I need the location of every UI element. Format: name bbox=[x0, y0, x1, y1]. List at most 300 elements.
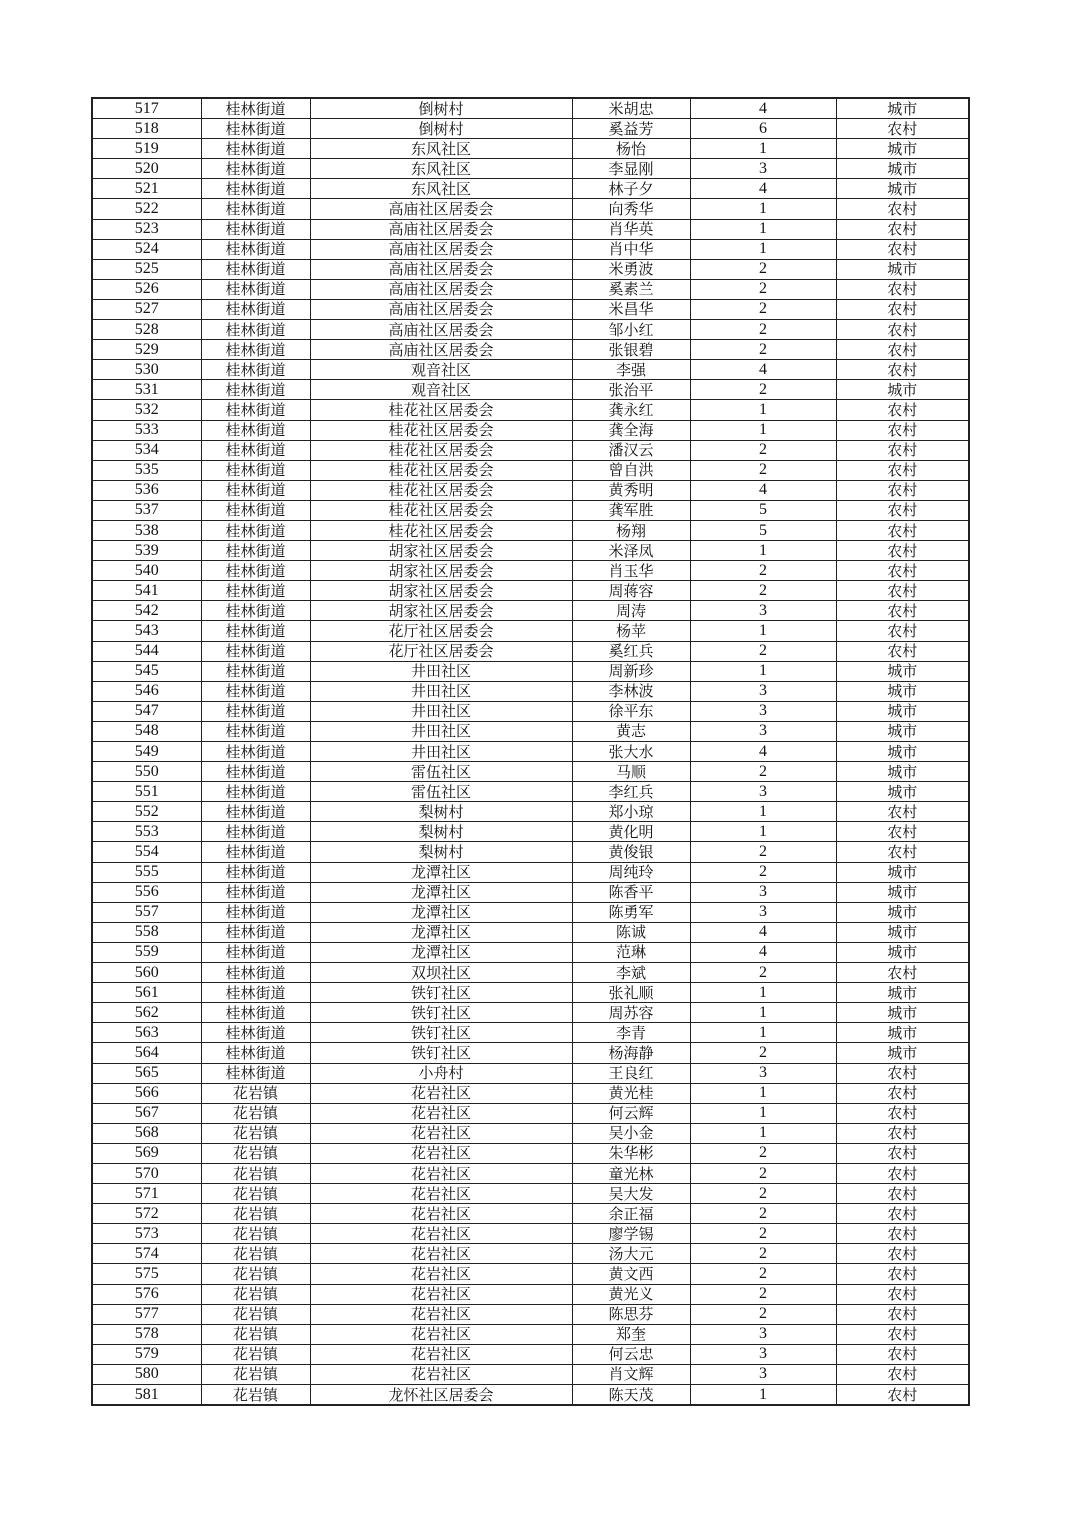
count-cell: 2 bbox=[690, 963, 836, 983]
index-cell: 580 bbox=[92, 1364, 201, 1384]
name-cell: 陈天茂 bbox=[572, 1385, 690, 1406]
street-cell: 桂林街道 bbox=[201, 762, 310, 782]
street-cell: 桂林街道 bbox=[201, 1003, 310, 1023]
street-cell: 桂林街道 bbox=[201, 782, 310, 802]
type-cell: 城市 bbox=[836, 681, 969, 701]
index-cell: 518 bbox=[92, 119, 201, 139]
index-cell: 519 bbox=[92, 139, 201, 159]
street-cell: 桂林街道 bbox=[201, 179, 310, 199]
count-cell: 3 bbox=[690, 159, 836, 179]
name-cell: 米勇波 bbox=[572, 259, 690, 279]
table-row bbox=[92, 1244, 969, 1264]
type-cell: 农村 bbox=[836, 541, 969, 561]
count-cell: 1 bbox=[690, 822, 836, 842]
index-cell: 543 bbox=[92, 621, 201, 641]
index-cell: 534 bbox=[92, 440, 201, 460]
index-cell: 569 bbox=[92, 1143, 201, 1163]
community-cell: 梨树村 bbox=[310, 822, 572, 842]
street-cell: 桂林街道 bbox=[201, 1063, 310, 1083]
street-cell: 花岩镇 bbox=[201, 1103, 310, 1123]
type-cell: 农村 bbox=[836, 1244, 969, 1264]
name-cell: 杨海静 bbox=[572, 1043, 690, 1063]
type-cell: 农村 bbox=[836, 1123, 969, 1143]
street-cell: 桂林街道 bbox=[201, 963, 310, 983]
type-cell: 农村 bbox=[836, 1385, 969, 1406]
table-row bbox=[92, 299, 969, 319]
community-cell: 龙潭社区 bbox=[310, 882, 572, 902]
community-cell: 花岩社区 bbox=[310, 1364, 572, 1384]
table-row bbox=[92, 279, 969, 299]
table-row bbox=[92, 802, 969, 822]
count-cell: 1 bbox=[690, 621, 836, 641]
count-cell: 2 bbox=[690, 1284, 836, 1304]
street-cell: 桂林街道 bbox=[201, 862, 310, 882]
name-cell: 黄文西 bbox=[572, 1264, 690, 1284]
type-cell: 城市 bbox=[836, 139, 969, 159]
type-cell: 城市 bbox=[836, 782, 969, 802]
name-cell: 周蒋容 bbox=[572, 581, 690, 601]
type-cell: 农村 bbox=[836, 1264, 969, 1284]
index-cell: 553 bbox=[92, 822, 201, 842]
type-cell: 农村 bbox=[836, 601, 969, 621]
count-cell: 4 bbox=[690, 179, 836, 199]
name-cell: 米胡忠 bbox=[572, 98, 690, 119]
type-cell: 农村 bbox=[836, 822, 969, 842]
street-cell: 桂林街道 bbox=[201, 420, 310, 440]
index-cell: 545 bbox=[92, 661, 201, 681]
table-row bbox=[92, 1224, 969, 1244]
table-row bbox=[92, 1043, 969, 1063]
street-cell: 桂林街道 bbox=[201, 139, 310, 159]
name-cell: 何云忠 bbox=[572, 1344, 690, 1364]
count-cell: 3 bbox=[690, 601, 836, 621]
name-cell: 郑奎 bbox=[572, 1324, 690, 1344]
name-cell: 米昌华 bbox=[572, 299, 690, 319]
index-cell: 533 bbox=[92, 420, 201, 440]
table-row bbox=[92, 782, 969, 802]
community-cell: 桂花社区居委会 bbox=[310, 500, 572, 520]
community-cell: 龙潭社区 bbox=[310, 862, 572, 882]
type-cell: 农村 bbox=[836, 1284, 969, 1304]
type-cell: 农村 bbox=[836, 279, 969, 299]
table-row bbox=[92, 601, 969, 621]
community-cell: 东风社区 bbox=[310, 179, 572, 199]
count-cell: 2 bbox=[690, 460, 836, 480]
type-cell: 农村 bbox=[836, 1364, 969, 1384]
count-cell: 1 bbox=[690, 199, 836, 219]
type-cell: 城市 bbox=[836, 721, 969, 741]
index-cell: 564 bbox=[92, 1043, 201, 1063]
index-cell: 563 bbox=[92, 1023, 201, 1043]
type-cell: 农村 bbox=[836, 1063, 969, 1083]
index-cell: 538 bbox=[92, 520, 201, 540]
index-cell: 527 bbox=[92, 299, 201, 319]
table-row bbox=[92, 1123, 969, 1143]
index-cell: 523 bbox=[92, 219, 201, 239]
table-row bbox=[92, 179, 969, 199]
table-row bbox=[92, 742, 969, 762]
count-cell: 1 bbox=[690, 541, 836, 561]
type-cell: 城市 bbox=[836, 942, 969, 962]
type-cell: 农村 bbox=[836, 1344, 969, 1364]
count-cell: 2 bbox=[690, 1244, 836, 1264]
table-row bbox=[92, 1063, 969, 1083]
street-cell: 花岩镇 bbox=[201, 1204, 310, 1224]
type-cell: 城市 bbox=[836, 380, 969, 400]
community-cell: 花厅社区居委会 bbox=[310, 641, 572, 661]
count-cell: 4 bbox=[690, 942, 836, 962]
count-cell: 3 bbox=[690, 681, 836, 701]
index-cell: 542 bbox=[92, 601, 201, 621]
count-cell: 3 bbox=[690, 1324, 836, 1344]
street-cell: 桂林街道 bbox=[201, 721, 310, 741]
community-cell: 铁钉社区 bbox=[310, 983, 572, 1003]
table-row bbox=[92, 762, 969, 782]
name-cell: 黄俊银 bbox=[572, 842, 690, 862]
community-cell: 花岩社区 bbox=[310, 1163, 572, 1183]
index-cell: 577 bbox=[92, 1304, 201, 1324]
table-row bbox=[92, 581, 969, 601]
type-cell: 农村 bbox=[836, 360, 969, 380]
index-cell: 550 bbox=[92, 762, 201, 782]
count-cell: 1 bbox=[690, 661, 836, 681]
street-cell: 桂林街道 bbox=[201, 380, 310, 400]
community-cell: 花岩社区 bbox=[310, 1103, 572, 1123]
community-cell: 胡家社区居委会 bbox=[310, 601, 572, 621]
name-cell: 李青 bbox=[572, 1023, 690, 1043]
street-cell: 桂林街道 bbox=[201, 802, 310, 822]
index-cell: 556 bbox=[92, 882, 201, 902]
table-row bbox=[92, 681, 969, 701]
community-cell: 高庙社区居委会 bbox=[310, 259, 572, 279]
community-cell: 东风社区 bbox=[310, 139, 572, 159]
count-cell: 1 bbox=[690, 219, 836, 239]
name-cell: 邹小红 bbox=[572, 320, 690, 340]
street-cell: 桂林街道 bbox=[201, 520, 310, 540]
street-cell: 桂林街道 bbox=[201, 98, 310, 119]
count-cell: 4 bbox=[690, 742, 836, 762]
type-cell: 农村 bbox=[836, 1143, 969, 1163]
count-cell: 3 bbox=[690, 1063, 836, 1083]
community-cell: 高庙社区居委会 bbox=[310, 299, 572, 319]
count-cell: 4 bbox=[690, 98, 836, 119]
community-cell: 观音社区 bbox=[310, 360, 572, 380]
name-cell: 李强 bbox=[572, 360, 690, 380]
index-cell: 544 bbox=[92, 641, 201, 661]
name-cell: 吴大发 bbox=[572, 1184, 690, 1204]
name-cell: 黄志 bbox=[572, 721, 690, 741]
name-cell: 廖学锡 bbox=[572, 1224, 690, 1244]
community-cell: 花岩社区 bbox=[310, 1224, 572, 1244]
street-cell: 花岩镇 bbox=[201, 1123, 310, 1143]
community-cell: 铁钉社区 bbox=[310, 1043, 572, 1063]
community-cell: 井田社区 bbox=[310, 701, 572, 721]
name-cell: 黄光义 bbox=[572, 1284, 690, 1304]
type-cell: 城市 bbox=[836, 742, 969, 762]
community-cell: 花岩社区 bbox=[310, 1344, 572, 1364]
count-cell: 2 bbox=[690, 1204, 836, 1224]
community-cell: 小舟村 bbox=[310, 1063, 572, 1083]
street-cell: 桂林街道 bbox=[201, 500, 310, 520]
type-cell: 农村 bbox=[836, 1163, 969, 1183]
name-cell: 黄化明 bbox=[572, 822, 690, 842]
type-cell: 农村 bbox=[836, 1304, 969, 1324]
type-cell: 城市 bbox=[836, 98, 969, 119]
community-cell: 桂花社区居委会 bbox=[310, 460, 572, 480]
name-cell: 童光林 bbox=[572, 1163, 690, 1183]
table-row bbox=[92, 98, 969, 119]
name-cell: 林子夕 bbox=[572, 179, 690, 199]
type-cell: 城市 bbox=[836, 1003, 969, 1023]
index-cell: 549 bbox=[92, 742, 201, 762]
type-cell: 农村 bbox=[836, 1103, 969, 1123]
index-cell: 531 bbox=[92, 380, 201, 400]
count-cell: 1 bbox=[690, 420, 836, 440]
street-cell: 桂林街道 bbox=[201, 1043, 310, 1063]
name-cell: 杨翔 bbox=[572, 520, 690, 540]
name-cell: 黄光桂 bbox=[572, 1083, 690, 1103]
name-cell: 龚全海 bbox=[572, 420, 690, 440]
table-row bbox=[92, 159, 969, 179]
name-cell: 李林波 bbox=[572, 681, 690, 701]
table-row bbox=[92, 380, 969, 400]
type-cell: 城市 bbox=[836, 1043, 969, 1063]
name-cell: 周纯玲 bbox=[572, 862, 690, 882]
name-cell: 李显刚 bbox=[572, 159, 690, 179]
index-cell: 561 bbox=[92, 983, 201, 1003]
street-cell: 花岩镇 bbox=[201, 1284, 310, 1304]
count-cell: 2 bbox=[690, 1264, 836, 1284]
index-cell: 567 bbox=[92, 1103, 201, 1123]
community-cell: 龙潭社区 bbox=[310, 942, 572, 962]
street-cell: 桂林街道 bbox=[201, 400, 310, 420]
name-cell: 吴小金 bbox=[572, 1123, 690, 1143]
table-row bbox=[92, 340, 969, 360]
index-cell: 576 bbox=[92, 1284, 201, 1304]
street-cell: 花岩镇 bbox=[201, 1244, 310, 1264]
index-cell: 565 bbox=[92, 1063, 201, 1083]
type-cell: 农村 bbox=[836, 480, 969, 500]
count-cell: 3 bbox=[690, 902, 836, 922]
community-cell: 胡家社区居委会 bbox=[310, 541, 572, 561]
count-cell: 2 bbox=[690, 1043, 836, 1063]
street-cell: 花岩镇 bbox=[201, 1364, 310, 1384]
index-cell: 579 bbox=[92, 1344, 201, 1364]
count-cell: 1 bbox=[690, 1385, 836, 1406]
table-row bbox=[92, 902, 969, 922]
table-row bbox=[92, 1083, 969, 1103]
type-cell: 城市 bbox=[836, 661, 969, 681]
type-cell: 农村 bbox=[836, 340, 969, 360]
name-cell: 陈香平 bbox=[572, 882, 690, 902]
community-cell: 雷伍社区 bbox=[310, 782, 572, 802]
street-cell: 花岩镇 bbox=[201, 1385, 310, 1406]
type-cell: 农村 bbox=[836, 1204, 969, 1224]
street-cell: 桂林街道 bbox=[201, 440, 310, 460]
count-cell: 2 bbox=[690, 259, 836, 279]
street-cell: 桂林街道 bbox=[201, 119, 310, 139]
index-cell: 547 bbox=[92, 701, 201, 721]
type-cell: 农村 bbox=[836, 561, 969, 581]
name-cell: 余正福 bbox=[572, 1204, 690, 1224]
count-cell: 1 bbox=[690, 1003, 836, 1023]
name-cell: 黄秀明 bbox=[572, 480, 690, 500]
community-cell: 高庙社区居委会 bbox=[310, 199, 572, 219]
community-cell: 龙怀社区居委会 bbox=[310, 1385, 572, 1406]
index-cell: 554 bbox=[92, 842, 201, 862]
street-cell: 桂林街道 bbox=[201, 360, 310, 380]
street-cell: 桂林街道 bbox=[201, 922, 310, 942]
type-cell: 农村 bbox=[836, 119, 969, 139]
community-cell: 高庙社区居委会 bbox=[310, 279, 572, 299]
type-cell: 农村 bbox=[836, 320, 969, 340]
name-cell: 杨苹 bbox=[572, 621, 690, 641]
table-row bbox=[92, 1364, 969, 1384]
index-cell: 551 bbox=[92, 782, 201, 802]
index-cell: 517 bbox=[92, 98, 201, 119]
type-cell: 农村 bbox=[836, 621, 969, 641]
community-cell: 铁钉社区 bbox=[310, 1023, 572, 1043]
table-row bbox=[92, 882, 969, 902]
table-row bbox=[92, 320, 969, 340]
street-cell: 桂林街道 bbox=[201, 581, 310, 601]
street-cell: 桂林街道 bbox=[201, 681, 310, 701]
count-cell: 2 bbox=[690, 561, 836, 581]
community-cell: 胡家社区居委会 bbox=[310, 561, 572, 581]
table-row bbox=[92, 842, 969, 862]
index-cell: 540 bbox=[92, 561, 201, 581]
name-cell: 肖中华 bbox=[572, 239, 690, 259]
name-cell: 潘汉云 bbox=[572, 440, 690, 460]
community-cell: 桂花社区居委会 bbox=[310, 520, 572, 540]
name-cell: 王良红 bbox=[572, 1063, 690, 1083]
community-cell: 井田社区 bbox=[310, 681, 572, 701]
index-cell: 562 bbox=[92, 1003, 201, 1023]
table-row bbox=[92, 963, 969, 983]
type-cell: 农村 bbox=[836, 1324, 969, 1344]
table-row bbox=[92, 862, 969, 882]
street-cell: 花岩镇 bbox=[201, 1344, 310, 1364]
table-row bbox=[92, 1304, 969, 1324]
table-row bbox=[92, 721, 969, 741]
index-cell: 537 bbox=[92, 500, 201, 520]
type-cell: 城市 bbox=[836, 179, 969, 199]
name-cell: 徐平东 bbox=[572, 701, 690, 721]
name-cell: 米泽凤 bbox=[572, 541, 690, 561]
street-cell: 桂林街道 bbox=[201, 661, 310, 681]
index-cell: 555 bbox=[92, 862, 201, 882]
table-row bbox=[92, 1184, 969, 1204]
count-cell: 1 bbox=[690, 1123, 836, 1143]
street-cell: 桂林街道 bbox=[201, 460, 310, 480]
table-row bbox=[92, 983, 969, 1003]
index-cell: 532 bbox=[92, 400, 201, 420]
table-row bbox=[92, 1284, 969, 1304]
street-cell: 桂林街道 bbox=[201, 199, 310, 219]
index-cell: 573 bbox=[92, 1224, 201, 1244]
table-row bbox=[92, 259, 969, 279]
index-cell: 541 bbox=[92, 581, 201, 601]
count-cell: 1 bbox=[690, 1023, 836, 1043]
table-row bbox=[92, 922, 969, 942]
community-cell: 花岩社区 bbox=[310, 1123, 572, 1143]
name-cell: 周涛 bbox=[572, 601, 690, 621]
street-cell: 花岩镇 bbox=[201, 1304, 310, 1324]
type-cell: 城市 bbox=[836, 701, 969, 721]
community-cell: 井田社区 bbox=[310, 742, 572, 762]
community-cell: 花岩社区 bbox=[310, 1184, 572, 1204]
table-row bbox=[92, 119, 969, 139]
name-cell: 张大水 bbox=[572, 742, 690, 762]
name-cell: 杨怡 bbox=[572, 139, 690, 159]
count-cell: 1 bbox=[690, 400, 836, 420]
count-cell: 3 bbox=[690, 701, 836, 721]
type-cell: 农村 bbox=[836, 420, 969, 440]
table-row bbox=[92, 239, 969, 259]
count-cell: 2 bbox=[690, 1304, 836, 1324]
table-row bbox=[92, 1385, 969, 1406]
community-cell: 雷伍社区 bbox=[310, 762, 572, 782]
community-cell: 井田社区 bbox=[310, 661, 572, 681]
name-cell: 周苏容 bbox=[572, 1003, 690, 1023]
type-cell: 城市 bbox=[836, 259, 969, 279]
street-cell: 桂林街道 bbox=[201, 882, 310, 902]
index-cell: 520 bbox=[92, 159, 201, 179]
table-row bbox=[92, 1163, 969, 1183]
count-cell: 2 bbox=[690, 842, 836, 862]
table-row bbox=[92, 561, 969, 581]
count-cell: 3 bbox=[690, 721, 836, 741]
type-cell: 农村 bbox=[836, 1083, 969, 1103]
index-cell: 530 bbox=[92, 360, 201, 380]
street-cell: 桂林街道 bbox=[201, 340, 310, 360]
count-cell: 2 bbox=[690, 1184, 836, 1204]
table-row bbox=[92, 1264, 969, 1284]
count-cell: 2 bbox=[690, 762, 836, 782]
community-cell: 花岩社区 bbox=[310, 1083, 572, 1103]
type-cell: 农村 bbox=[836, 400, 969, 420]
name-cell: 龚永红 bbox=[572, 400, 690, 420]
community-cell: 桂花社区居委会 bbox=[310, 400, 572, 420]
index-cell: 525 bbox=[92, 259, 201, 279]
index-cell: 568 bbox=[92, 1123, 201, 1143]
count-cell: 1 bbox=[690, 1083, 836, 1103]
type-cell: 城市 bbox=[836, 862, 969, 882]
community-cell: 胡家社区居委会 bbox=[310, 581, 572, 601]
name-cell: 马顺 bbox=[572, 762, 690, 782]
table-row bbox=[92, 400, 969, 420]
street-cell: 桂林街道 bbox=[201, 902, 310, 922]
index-cell: 522 bbox=[92, 199, 201, 219]
name-cell: 肖华英 bbox=[572, 219, 690, 239]
index-cell: 546 bbox=[92, 681, 201, 701]
index-cell: 539 bbox=[92, 541, 201, 561]
table-row bbox=[92, 1204, 969, 1224]
street-cell: 桂林街道 bbox=[201, 641, 310, 661]
community-cell: 花岩社区 bbox=[310, 1304, 572, 1324]
street-cell: 桂林街道 bbox=[201, 561, 310, 581]
index-cell: 557 bbox=[92, 902, 201, 922]
community-cell: 倒树村 bbox=[310, 98, 572, 119]
name-cell: 陈勇军 bbox=[572, 902, 690, 922]
street-cell: 桂林街道 bbox=[201, 601, 310, 621]
street-cell: 桂林街道 bbox=[201, 279, 310, 299]
type-cell: 城市 bbox=[836, 882, 969, 902]
table-row bbox=[92, 1103, 969, 1123]
type-cell: 农村 bbox=[836, 520, 969, 540]
count-cell: 3 bbox=[690, 1344, 836, 1364]
index-cell: 571 bbox=[92, 1184, 201, 1204]
